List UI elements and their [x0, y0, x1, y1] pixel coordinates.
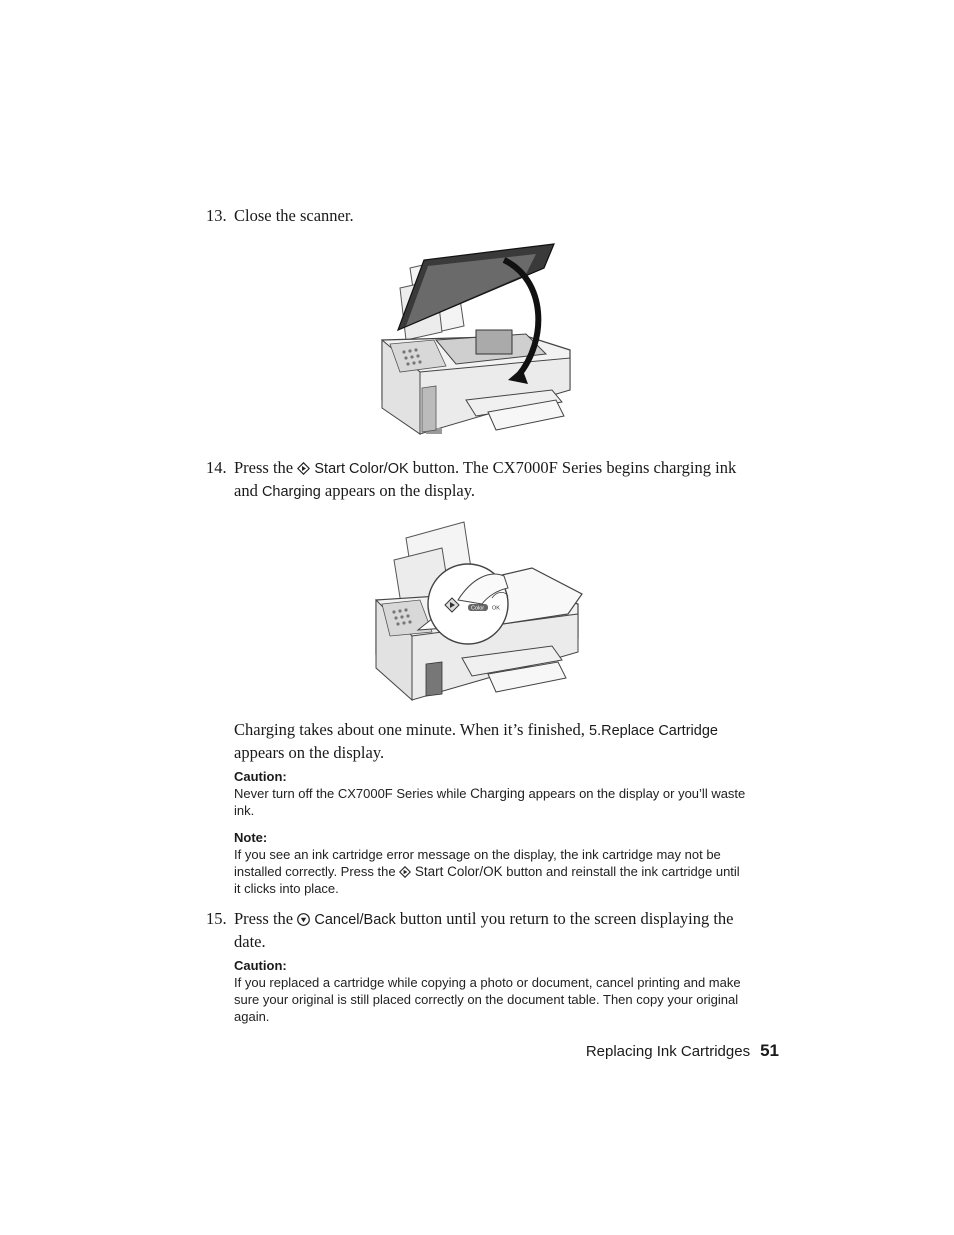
start-color-ok-button-label: Start Color/OK — [414, 864, 503, 879]
start-color-ok-button-label: Start Color/OK — [314, 461, 409, 477]
charging-paragraph: Charging takes about one minute. When it’s finished, 5.Replace Cartridge appears on the display. — [234, 720, 718, 762]
cancel-back-button-label: Cancel/Back — [314, 912, 396, 928]
step-15 — [206, 908, 751, 952]
caution-text: If you replaced a cartridge while copying a photo or document, cancel printing and make sure your original is still placed correctly on the document table. Then copy your original again. — [234, 975, 741, 1024]
step-number: 15. — [206, 909, 227, 928]
caution-label: Caution: — [234, 958, 287, 973]
note-text: If you see an ink cartridge error message on the display, the ink cartridge may not be installed correctly. Press the Start Color/OK button and reinstall the ink cartridge until it clicks into place. — [234, 847, 740, 896]
replace-cartridge-display-text: 5.Replace Cartridge — [589, 723, 718, 739]
step-text: Close the scanner. — [234, 206, 354, 225]
section-title: Replacing Ink Cartridges — [585, 1043, 751, 1060]
step-text: Press the Cancel/Back button until you return to the screen displaying the date. — [234, 909, 734, 951]
page-number: 51 — [760, 1041, 779, 1060]
color-label: Color — [471, 605, 485, 612]
charging-display-text: Charging — [261, 484, 321, 500]
start-diamond-icon — [297, 462, 310, 475]
caution-label: Caution: — [234, 769, 287, 784]
printer-start-button-illustration — [372, 518, 584, 704]
caution-block-1 — [234, 769, 749, 819]
printer-scanner-closing-illustration — [376, 240, 576, 436]
step-14 — [206, 457, 751, 507]
cancel-stop-icon — [297, 913, 310, 926]
caution-block-2 — [234, 958, 749, 1025]
step-text: Press the Start Color/OK button. The CX7000F Series begins charging ink and Charging appears on the display. — [234, 458, 737, 500]
ok-label: OK — [492, 605, 500, 612]
note-label: Note: — [234, 830, 268, 845]
step-number: 13. — [206, 206, 227, 225]
note-block — [234, 830, 749, 897]
caution-text: Never turn off the CX7000F Series while Charging appears on the display or you’ll waste ink. — [234, 786, 746, 818]
page-footer — [586, 1041, 779, 1061]
charging-display-text: Charging — [470, 786, 525, 801]
start-diamond-icon — [399, 866, 411, 878]
step-number: 14. — [206, 458, 227, 477]
